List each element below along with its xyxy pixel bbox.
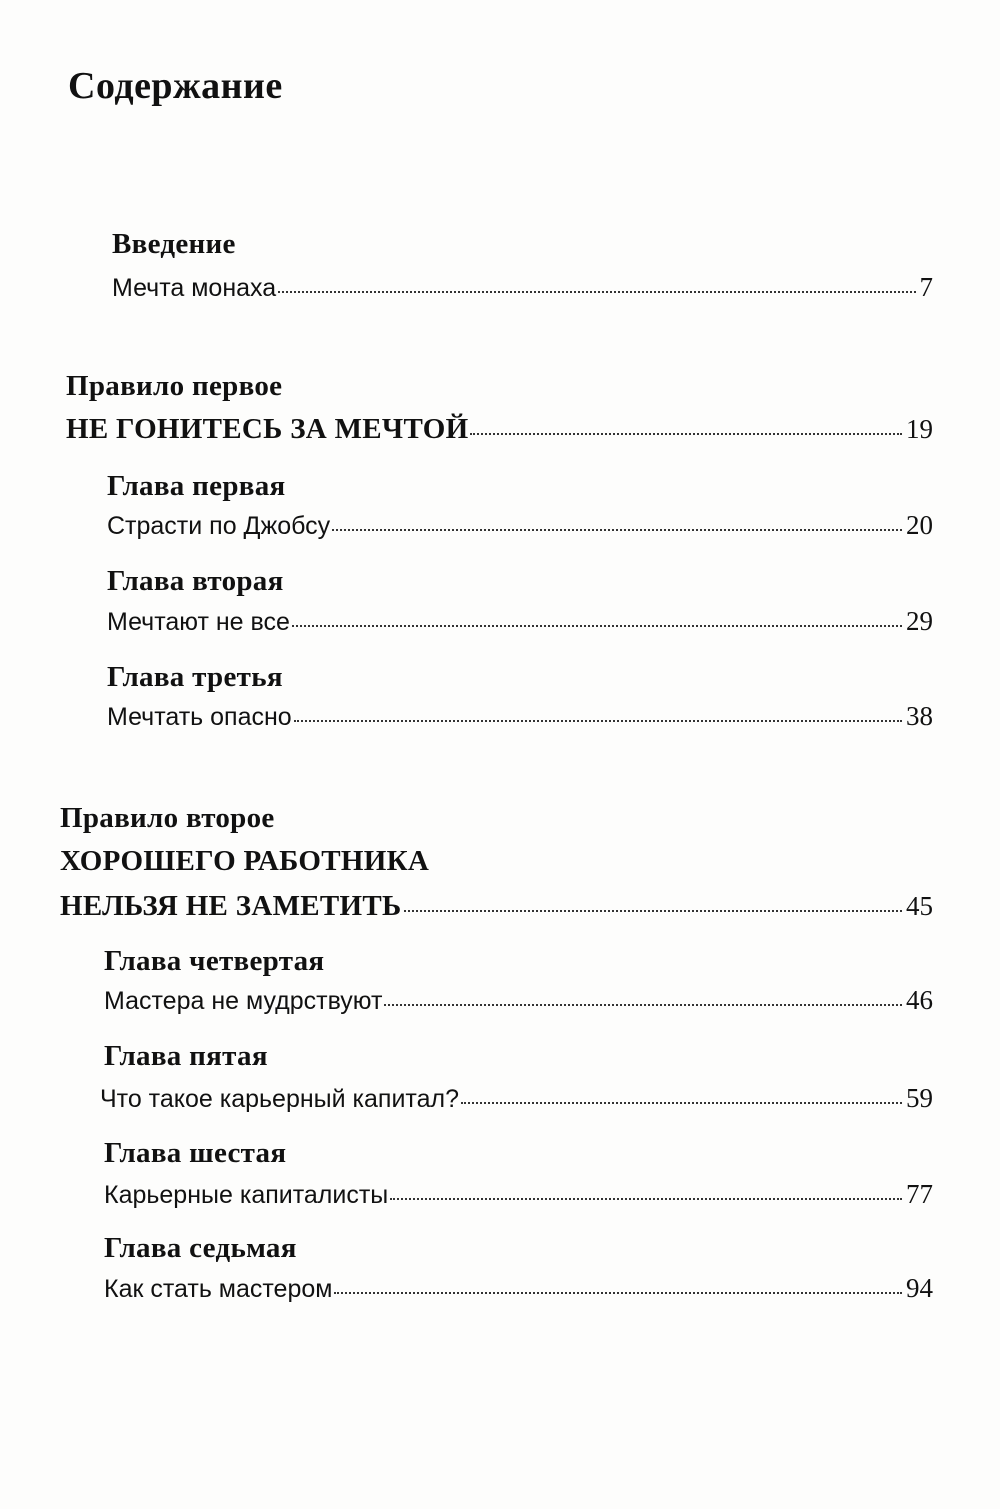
entry-title: Мастера не мудрствуют (104, 987, 383, 1015)
chapter-heading: Глава шестая (104, 1137, 287, 1169)
dot-leader (390, 1198, 902, 1200)
chapter-heading: Глава первая (107, 470, 286, 502)
entry-title: Что такое карьерный капитал? (100, 1085, 459, 1113)
part-title: НЕЛЬЗЯ НЕ ЗАМЕТИТЬ (60, 890, 402, 922)
entry-title: Как стать мастером (104, 1275, 333, 1303)
toc-entry[interactable] (112, 272, 933, 303)
page-number: 94 (906, 1273, 933, 1303)
entry-title: Мечта монаха (112, 274, 277, 302)
toc-entry[interactable] (107, 606, 933, 637)
page-number: 59 (906, 1083, 933, 1113)
dot-leader (334, 1292, 902, 1294)
chapter-heading: Глава четвертая (104, 945, 325, 977)
toc-entry[interactable] (107, 701, 933, 732)
dot-leader (278, 291, 915, 293)
intro-heading: Введение (112, 228, 236, 260)
chapter-heading: Глава пятая (104, 1040, 268, 1072)
entry-title: Страсти по Джобсу (107, 512, 331, 540)
dot-leader (384, 1004, 902, 1006)
part-title: НЕ ГОНИТЕСЬ ЗА МЕЧТОЙ (66, 413, 469, 445)
chapter-heading: Глава третья (107, 661, 283, 693)
part-entry[interactable] (66, 413, 933, 446)
chapter-heading: Глава седьмая (104, 1232, 297, 1264)
dot-leader (332, 529, 902, 531)
page-number: 77 (906, 1179, 933, 1209)
page-number: 19 (906, 414, 933, 444)
dot-leader (470, 433, 902, 435)
chapter-heading: Глава вторая (107, 565, 284, 597)
dot-leader (294, 720, 902, 722)
part-title-line: ХОРОШЕГО РАБОТНИКА (60, 845, 430, 877)
page-number: 20 (906, 510, 933, 540)
page-number: 7 (919, 272, 933, 302)
page-number: 46 (906, 985, 933, 1015)
entry-title: Мечтают не все (107, 608, 290, 636)
toc-entry[interactable] (104, 1273, 933, 1304)
toc-entry[interactable] (107, 510, 933, 541)
page-number: 29 (906, 606, 933, 636)
page-number: 38 (906, 701, 933, 731)
toc-entry[interactable] (104, 985, 933, 1016)
dot-leader (292, 625, 902, 627)
entry-title: Карьерные капиталисты (104, 1181, 389, 1209)
toc-entry[interactable] (104, 1179, 933, 1210)
dot-leader (404, 910, 902, 912)
part-entry[interactable] (60, 890, 933, 923)
toc-entry[interactable] (100, 1083, 933, 1114)
page-number: 45 (906, 891, 933, 921)
page-title: Содержание (68, 65, 283, 107)
entry-title: Мечтать опасно (107, 703, 292, 731)
part-heading: Правило первое (66, 370, 283, 402)
part-heading: Правило второе (60, 802, 275, 834)
dot-leader (461, 1102, 902, 1104)
